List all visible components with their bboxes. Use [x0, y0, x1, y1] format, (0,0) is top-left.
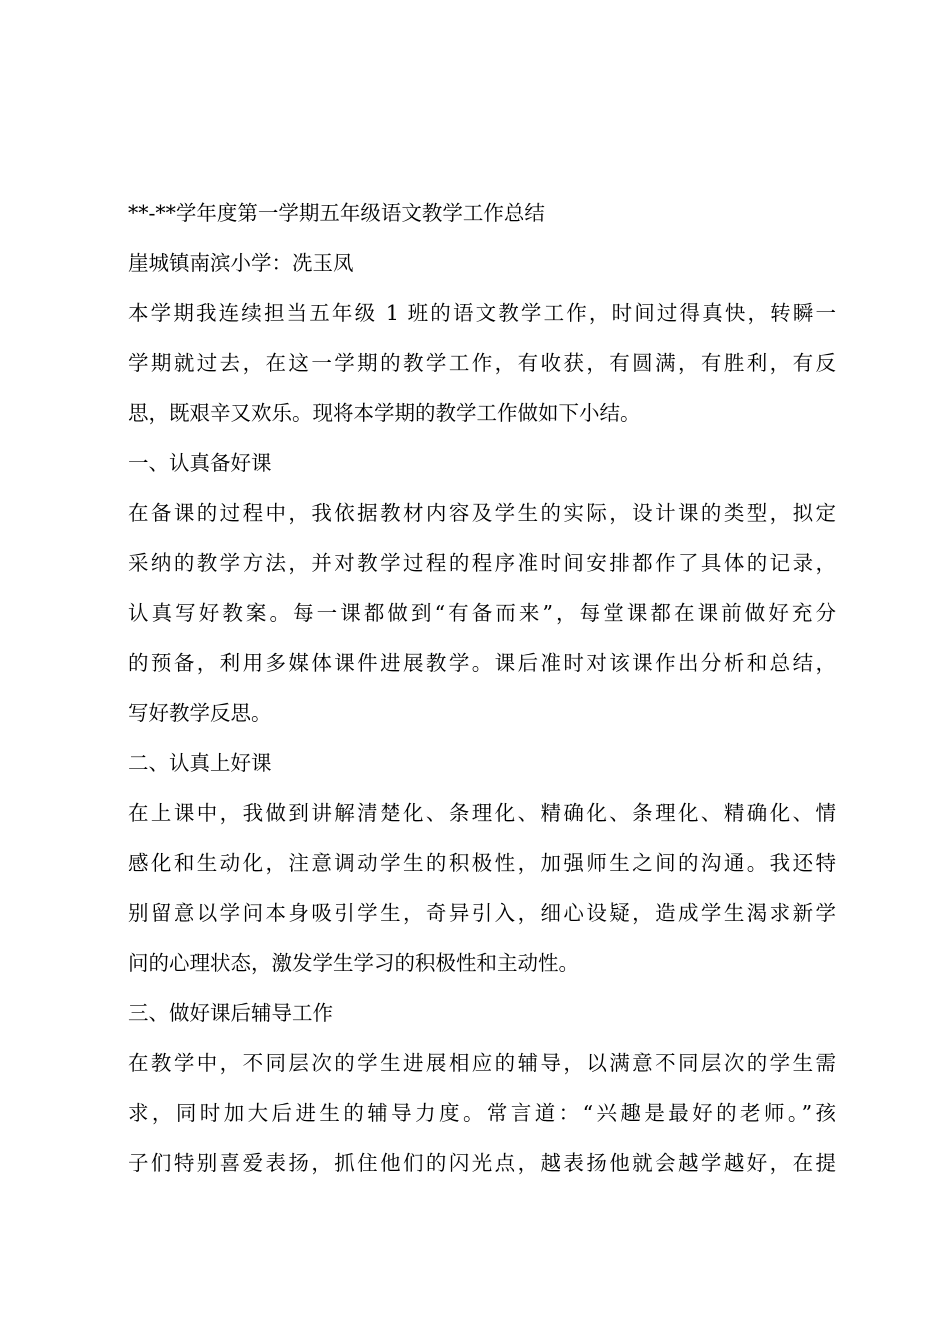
section-heading-1: 一、认真备好课: [128, 451, 272, 475]
intro-paragraph: [128, 288, 836, 438]
document-title: **-**学年度第一学期五年级语文教学工作总结: [128, 201, 545, 225]
section-heading-2: 二、认真上好课: [128, 751, 272, 775]
paragraph-line: 采纳的教学方法，并对教学过程的程序准时间安排都作了具体的记录，: [128, 551, 836, 575]
paragraph-line: 本学期我连续担当五年级 1 班的语文教学工作，时间过得真快，转瞬一: [128, 301, 836, 325]
section-paragraph-3: [128, 1038, 836, 1188]
section-paragraph-2: [128, 788, 836, 988]
paragraph-line: 求，同时加大后进生的辅导力度。常言道：“兴趣是最好的老师。”孩: [128, 1101, 836, 1125]
paragraph-line: 子们特别喜爱表扬，抓住他们的闪光点，越表扬他就会越学越好，在提: [128, 1151, 836, 1175]
paragraph-line: 的预备，利用多媒体课件进展教学。课后准时对该课作出分析和总结，: [128, 651, 836, 675]
section-heading-3: 三、做好课后辅导工作: [128, 1001, 333, 1025]
paragraph-line: 思，既艰辛又欢乐。现将本学期的教学工作做如下小结。: [128, 401, 641, 425]
document-author: 崖城镇南滨小学：冼玉凤: [128, 251, 354, 275]
paragraph-line: 认真写好教案。每一课都做到“有备而来”，每堂课都在课前做好充分: [128, 601, 836, 625]
paragraph-line: 在教学中，不同层次的学生进展相应的辅导，以满意不同层次的学生需: [128, 1051, 836, 1075]
paragraph-line: 学期就过去，在这一学期的教学工作，有收获，有圆满，有胜利，有反: [128, 351, 836, 375]
paragraph-line: 在上课中，我做到讲解清楚化、条理化、精确化、条理化、精确化、情: [128, 801, 836, 825]
paragraph-line: 写好教学反思。: [128, 701, 272, 725]
paragraph-line: 在备课的过程中，我依据教材内容及学生的实际，设计课的类型，拟定: [128, 501, 836, 525]
paragraph-line: 别留意以学问本身吸引学生，奇异引入，细心设疑，造成学生渴求新学: [128, 901, 836, 925]
paragraph-line: 问的心理状态，激发学生学习的积极性和主动性。: [128, 951, 579, 975]
section-paragraph-1: [128, 488, 836, 738]
paragraph-line: 感化和生动化，注意调动学生的积极性，加强师生之间的沟通。我还特: [128, 851, 836, 875]
document-body: [128, 188, 836, 1188]
